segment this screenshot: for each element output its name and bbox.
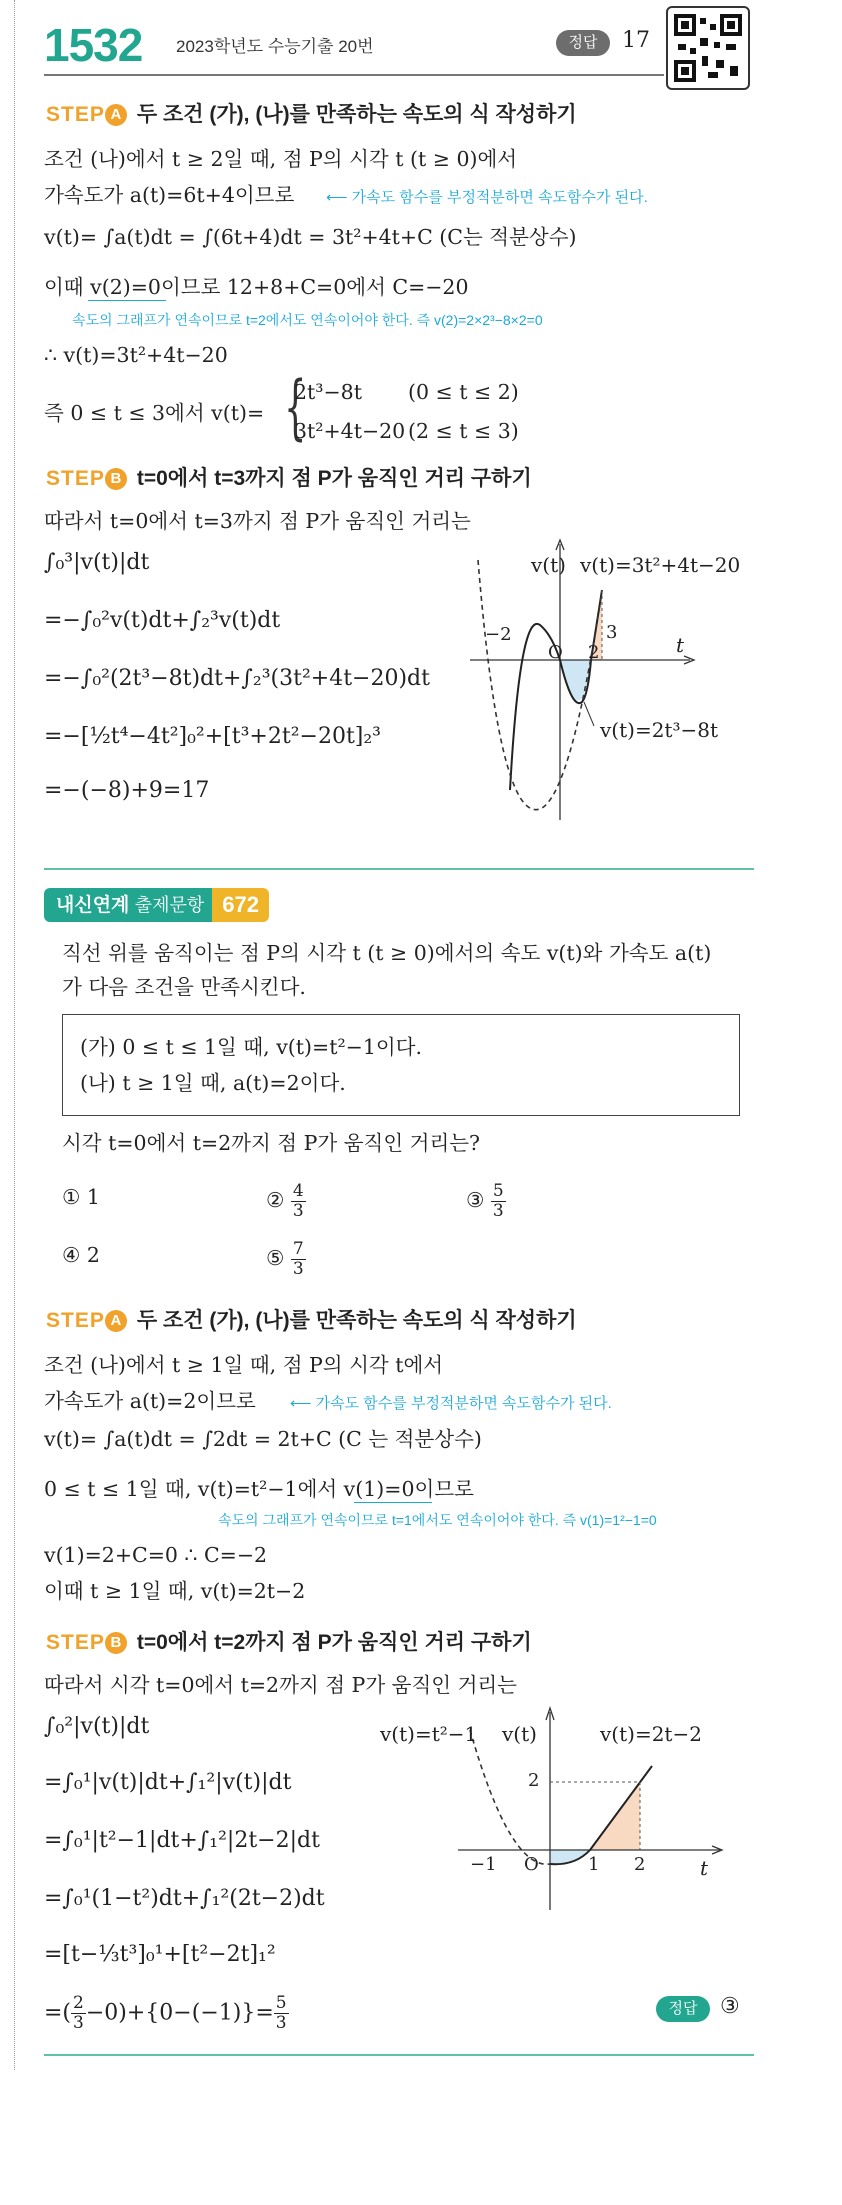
text-line: 따라서 t=0에서 t=3까지 점 P가 움직인 거리는 (44, 509, 471, 533)
condition-1: (가) 0 ≤ t ≤ 1일 때, v(t)=t²−1이다. (80, 1035, 423, 1059)
graph2-tick-y2: 2 (528, 1770, 540, 1791)
graph2-x-label: t (700, 1856, 709, 1880)
arrow-left-icon: ⟵ (326, 189, 352, 206)
step-b-heading: STEP B t=0에서 t=3까지 점 P가 움직인 거리 구하기 (46, 467, 532, 490)
graph1-tick-2: 2 (588, 642, 600, 663)
arrow-left-icon: ⟵ (290, 1395, 316, 1412)
math-line: ∫₀³|v(t)|dt (44, 550, 150, 575)
answer-badge-2: 정답 (656, 1996, 710, 2022)
step-badge-a: A (105, 104, 127, 126)
choice-3[interactable]: ③ $\frac{5}{3}$ (466, 1181, 504, 1221)
qr-code[interactable] (666, 6, 750, 90)
graph2-tick-neg1: −1 (470, 1854, 497, 1875)
related-badge-main: 내신연계 출제문항 (44, 888, 212, 922)
graph1-tick-3: 3 (606, 622, 618, 643)
section-divider (44, 868, 754, 870)
text-line: 조건 (나)에서 t ≥ 2일 때, 점 P의 시각 t (t ≥ 0)에서 (44, 147, 518, 171)
brace-icon: { (284, 366, 307, 448)
math-line: =−∫₀²v(t)dt+∫₂³v(t)dt (44, 608, 281, 633)
question-line: 직선 위를 움직이는 점 P의 시각 t (t ≥ 0)에서의 속도 v(t)와 가속도 a(t) (62, 941, 712, 965)
math-line: =∫₀¹|v(t)|dt+∫₁²|v(t)|dt (44, 1770, 292, 1795)
curve-cubic (510, 590, 602, 790)
text-line: 0 ≤ t ≤ 1일 때, v(t)=t²−1에서 v(1)=0이므로 (44, 1477, 474, 1501)
case-1: 2t³−8t (294, 380, 362, 404)
graph2-origin: O (524, 1854, 539, 1875)
math-line: =−[½t⁴−4t²]₀²+[t³+2t²−20t]₂³ (44, 724, 382, 749)
text-line: 가속도가 a(t)=2이므로 (44, 1389, 256, 1413)
text-line: ∴ v(t)=3t²+4t−20 (44, 343, 228, 367)
graph1-bottom-label: v(t)=2t³−8t (600, 718, 718, 742)
choice-1[interactable]: ① 1 (62, 1185, 100, 1209)
step-b-heading-2: STEP B t=0에서 t=2까지 점 P가 움직인 거리 구하기 (46, 1631, 532, 1654)
note-continuity: 속도의 그래프가 연속이므로 t=1에서도 연속이어야 한다. 즉 v(1)=1²−1=0 (218, 1512, 657, 1528)
graph1-x-label: t (676, 633, 685, 657)
math-line: =∫₀¹|t²−1|dt+∫₁²|2t−2|dt (44, 1828, 320, 1853)
choice-4[interactable]: ④ 2 (62, 1243, 100, 1267)
graph2-y-label: v(t) (502, 1722, 537, 1746)
answer-value-2: ③ (720, 1994, 740, 2019)
text-line: 즉 0 ≤ t ≤ 3에서 v(t)= (44, 401, 265, 425)
condition-2: (나) t ≥ 1일 때, a(t)=2이다. (80, 1071, 346, 1095)
graph1-tick-neg2: −2 (485, 624, 512, 645)
text-line: 따라서 시각 t=0에서 t=2까지 점 P가 움직인 거리는 (44, 1673, 517, 1697)
condition-box (62, 1014, 740, 1116)
question-line: 가 다음 조건을 만족시킨다. (62, 975, 306, 999)
problem-number: 1532 (44, 19, 143, 71)
math-line-result: =( $\frac{2}{3}$ −0)+{0−(−1)}= $\frac{5}{3}$ (44, 1993, 287, 2033)
text-line: v(t)= ∫a(t)dt = ∫2dt = 2t+C (C 는 적분상수) (44, 1427, 482, 1451)
case-2-cond: (2 ≤ t ≤ 3) (408, 419, 519, 443)
note-antiderivative: ⟵ 가속도 함수를 부정적분하면 속도함수가 된다. (326, 189, 648, 206)
text-line: 이때 t ≥ 1일 때, v(t)=2t−2 (44, 1579, 306, 1603)
math-line: =[t−⅓t³]₀¹+[t²−2t]₁² (44, 1942, 276, 1967)
problem-source: 2023학년도 수능기출 20번 (176, 37, 374, 56)
math-line: =−(−8)+9=17 (44, 778, 210, 803)
header-rule (44, 74, 664, 76)
graph2-right-label: v(t)=2t−2 (600, 1722, 702, 1746)
note-continuity: 속도의 그래프가 연속이므로 t=2에서도 연속이어야 한다. 즉 v(2)=2×2³−8×2=0 (72, 312, 543, 328)
math-line: =−∫₀²(2t³−8t)dt+∫₂³(3t²+4t−20)dt (44, 666, 430, 691)
question-line: 시각 t=0에서 t=2까지 점 P가 움직인 거리는? (62, 1131, 481, 1155)
step-badge-b: B (105, 1632, 127, 1654)
math-line: =∫₀¹(1−t²)dt+∫₁²(2t−2)dt (44, 1886, 325, 1911)
note-antiderivative: ⟵ 가속도 함수를 부정적분하면 속도함수가 된다. (290, 1395, 612, 1412)
step-badge-a: A (105, 1310, 127, 1332)
text-line: v(1)=2+C=0 ∴ C=−2 (44, 1543, 268, 1567)
text-line: 이때 v(2)=0이므로 12+8+C=0에서 C=−20 (44, 275, 469, 299)
math-line: ∫₀²|v(t)|dt (44, 1714, 150, 1739)
choice-5[interactable]: ⑤ $\frac{7}{3}$ (266, 1239, 304, 1279)
case-1-cond: (0 ≤ t ≤ 2) (408, 380, 519, 404)
text-line: 조건 (나)에서 t ≥ 1일 때, 점 P의 시각 t에서 (44, 1353, 444, 1377)
answer-value: 17 (622, 28, 650, 53)
bottom-divider (44, 2054, 754, 2056)
underline-v2 (88, 300, 166, 301)
graph1-origin: O (548, 642, 563, 663)
text-line: v(t)= ∫a(t)dt = ∫(6t+4)dt = 3t²+4t+C (C는 적분상수) (44, 225, 577, 249)
graph2-left-label: v(t)=t²−1 (380, 1722, 478, 1746)
related-badge (44, 888, 269, 922)
left-dotted-margin (14, 0, 15, 2070)
underline-v1 (354, 1502, 432, 1503)
curve-parabola-dashed (470, 1730, 550, 1864)
case-2: 3t²+4t−20 (294, 419, 406, 443)
step-badge-b: B (105, 468, 127, 490)
step-a-heading-2: STEP A 두 조건 (가), (나)를 만족하는 속도의 식 작성하기 (46, 1309, 577, 1332)
step-a-heading: STEP A 두 조건 (가), (나)를 만족하는 속도의 식 작성하기 (46, 103, 577, 126)
choice-2[interactable]: ② $\frac{4}{3}$ (266, 1181, 304, 1221)
graph1-y-label: v(t) (531, 553, 566, 577)
graph1-top-label: v(t)=3t²+4t−20 (580, 553, 741, 577)
leader-line (584, 702, 594, 726)
graph2-tick-2: 2 (634, 1854, 646, 1875)
answer-badge: 정답 (556, 30, 610, 56)
text-line: 가속도가 a(t)=6t+4이므로 (44, 183, 295, 207)
related-number: 672 (212, 888, 269, 922)
graph2-tick-1: 1 (588, 1854, 600, 1875)
qr-icon (668, 8, 748, 88)
